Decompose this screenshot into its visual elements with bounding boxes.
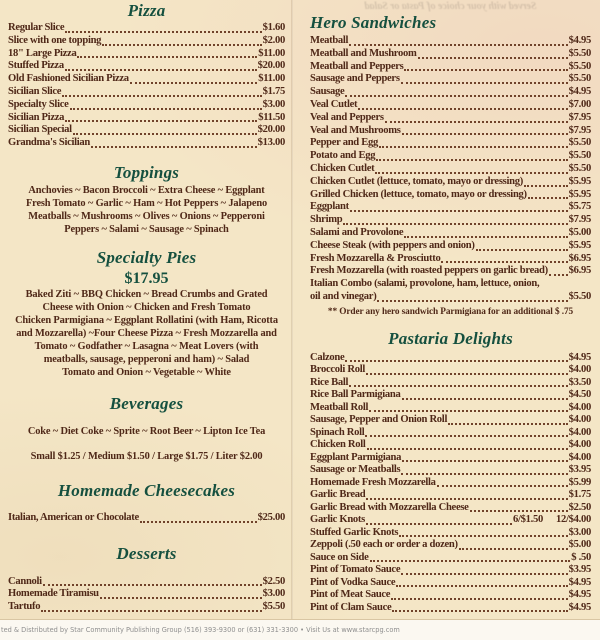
item-name: Pint of Tomato Sauce <box>310 564 401 576</box>
item-name: Meatball <box>310 35 349 46</box>
dotted-leader <box>65 120 257 122</box>
dotted-leader <box>549 274 568 276</box>
dotted-leader <box>43 584 262 586</box>
section-text-line: Small $1.25 / Medium $1.50 / Large $1.75 / Liter $2.00 <box>30 450 263 462</box>
dotted-leader <box>476 249 568 251</box>
menu-item-row <box>8 588 285 601</box>
item-name: Garlic Knots <box>310 514 365 526</box>
item-name: Chicken Cutlet (lettuce, tomato, mayo or dressing) <box>310 175 523 187</box>
item-name: Slice with one topping <box>8 34 102 46</box>
item-name: Rice Ball <box>310 376 349 388</box>
item-name: Regular Slice <box>8 22 65 33</box>
dotted-leader <box>70 108 262 110</box>
menu-item-row <box>310 137 591 150</box>
item-price: $5.50 <box>568 47 591 59</box>
item-name: Sausage or Meatballs <box>310 464 401 476</box>
dotted-leader <box>345 360 567 362</box>
item-name: Meatball Roll <box>310 401 369 413</box>
item-price: $4.00 <box>568 451 591 463</box>
menu-item-row <box>310 189 591 202</box>
item-name: Meatball and Peppers <box>310 60 404 72</box>
item-name: Sicilian Slice <box>8 85 62 97</box>
section-price: $17.95 <box>124 270 169 288</box>
item-price: $4.95 <box>568 35 591 46</box>
menu-item-row <box>8 60 285 73</box>
dotted-leader <box>367 448 568 450</box>
menu-item-row <box>310 552 591 565</box>
item-price: $4.00 <box>568 401 591 413</box>
menu-item-row <box>310 176 591 189</box>
item-price: $5.95 <box>568 239 591 251</box>
item-name: 18" Large Pizza <box>8 47 77 59</box>
item-price: $3.00 <box>568 526 591 538</box>
item-price: $5.50 <box>568 137 591 149</box>
section-pizza <box>8 2 285 150</box>
section-text-line: Peppers ~ Salami ~ Sausage ~ Spinach <box>64 224 229 236</box>
dotted-leader <box>402 133 568 135</box>
item-name: Homemade Tiramisu <box>8 588 99 600</box>
dotted-leader <box>358 108 567 110</box>
section-note: ** Order any hero sandwich Parmigiana for an additional $ .75 <box>327 306 574 317</box>
item-name: Garlic Bread <box>310 489 366 501</box>
menu-item-row <box>8 86 285 99</box>
dotted-leader <box>100 597 262 599</box>
menu-item-row <box>310 602 591 615</box>
item-name: Veal and Mushrooms <box>310 124 401 136</box>
menu-item-row <box>310 452 591 465</box>
dotted-leader <box>65 69 257 71</box>
item-price: $5.50 <box>568 290 591 302</box>
dotted-leader <box>140 521 257 523</box>
menu-item-row <box>310 265 591 278</box>
item-price: $5.95 <box>568 175 591 187</box>
dotted-leader <box>77 56 257 58</box>
item-price: $3.95 <box>568 464 591 476</box>
item-name: Eggplant <box>310 201 349 213</box>
section-desserts <box>8 545 285 614</box>
dotted-leader <box>376 159 567 161</box>
item-price: $4.95 <box>568 86 591 98</box>
menu-item-row <box>310 48 591 61</box>
left-column <box>8 2 285 614</box>
section-text-line: Coke ~ Diet Coke ~ Sprite ~ Root Beer ~ Lipton Ice Tea <box>27 425 266 437</box>
section-text-line: Meatballs ~ Mushrooms ~ Olives ~ Onions ~ Pepperoni <box>28 211 265 223</box>
dotted-leader <box>366 373 568 375</box>
item-price: $4.95 <box>568 601 591 613</box>
section-title-hero: Hero Sandwiches <box>310 13 437 32</box>
menu-item-row <box>310 278 591 291</box>
item-price: $6.95 <box>568 265 591 277</box>
dotted-leader <box>396 585 567 587</box>
item-name: Chicken Cutlet <box>310 162 375 174</box>
dotted-leader <box>73 133 257 135</box>
section-toppings <box>8 164 285 236</box>
dotted-leader <box>369 410 567 412</box>
section-specialty-pies <box>8 249 285 379</box>
item-price: $2.50 <box>262 575 285 587</box>
menu-item-row <box>310 514 591 527</box>
section-text-line: Chicken Parmigiana ~ Eggplant Rollatini (with Ham, Ricotta <box>15 315 278 327</box>
item-name: Broccoli Roll <box>310 364 366 376</box>
dotted-leader <box>401 82 568 84</box>
item-price: $4.95 <box>568 351 591 363</box>
menu-item-row <box>310 99 591 112</box>
item-rows <box>310 35 591 304</box>
menu-item-row <box>8 48 285 61</box>
item-price: $3.00 <box>262 588 285 600</box>
menu-item-row <box>310 414 591 427</box>
item-price: $5.00 <box>568 226 591 238</box>
section-text-line: Cheese with Onion ~ Chicken and Fresh Tomato <box>42 302 251 314</box>
menu-item-row <box>310 240 591 253</box>
item-price: $13.00 <box>257 137 285 149</box>
item-price: $25.00 <box>257 511 285 523</box>
dotted-leader <box>345 95 567 97</box>
item-price: $3.95 <box>568 564 591 576</box>
item-price: $5.99 <box>568 476 591 488</box>
item-name: Potato and Egg <box>310 150 376 162</box>
item-name: Sausage, Pepper and Onion Roll <box>310 414 448 426</box>
item-price: $7.95 <box>568 124 591 136</box>
section-title-pastaria: Pastaria Delights <box>388 328 513 348</box>
menu-item-row <box>310 125 591 138</box>
dotted-leader <box>418 57 568 59</box>
item-name: Cheese Steak (with peppers and onion) <box>310 239 475 251</box>
dotted-leader <box>524 185 568 187</box>
menu-item-row <box>310 352 591 365</box>
section-text-line: Tomato ~ Godfather ~ Lasagna ~ Meat Lovers (with <box>34 340 259 352</box>
item-name: Veal Cutlet <box>310 98 358 110</box>
item-price: $5.50 <box>568 162 591 174</box>
item-name: Fresh Mozzarella & Prosciutto <box>310 252 441 264</box>
item-price: $4.00 <box>568 426 591 438</box>
footer <box>0 620 600 640</box>
dotted-leader <box>102 44 261 46</box>
menu-item-row <box>8 22 285 35</box>
item-price: $1.75 <box>262 85 285 97</box>
item-price: $20.00 <box>257 60 285 72</box>
item-price: $7.95 <box>568 111 591 123</box>
item-rows <box>8 576 285 614</box>
dotted-leader <box>377 300 567 302</box>
section-title-pizza: Pizza <box>127 1 166 20</box>
dotted-leader <box>343 223 567 225</box>
menu-item-row <box>310 377 591 390</box>
item-name: oil and vinegar) <box>310 290 377 302</box>
item-price: $11.00 <box>258 73 285 85</box>
dotted-leader <box>65 31 261 33</box>
item-rows <box>8 22 285 150</box>
item-price: $4.95 <box>568 589 591 601</box>
item-name: Grilled Chicken (lettuce, tomato, mayo or dressing) <box>310 188 527 200</box>
menu-item-row <box>310 35 591 48</box>
menu-item-row <box>8 112 285 125</box>
item-name: Cannoli <box>8 575 42 587</box>
item-price: $4.00 <box>568 364 591 376</box>
dotted-leader <box>528 197 568 199</box>
dotted-leader <box>404 69 567 71</box>
menu-item-row <box>8 99 285 112</box>
item-name: Garlic Bread with Mozzarella Cheese <box>310 501 469 513</box>
item-name: Tartufo <box>8 601 41 613</box>
section-title-toppings: Toppings <box>113 162 180 182</box>
menu-item-row <box>310 61 591 74</box>
section-title-specialty-pies: Specialty Pies <box>96 248 197 268</box>
item-name: Pint of Meat Sauce <box>310 589 391 601</box>
item-name: Sauce on Side <box>310 551 369 563</box>
menu-item-row <box>310 502 591 515</box>
section-title-beverages: Beverages <box>109 393 184 413</box>
dotted-leader <box>350 210 568 212</box>
dotted-leader <box>404 236 567 238</box>
menu-item-row <box>310 564 591 577</box>
menu-item-row <box>8 576 285 589</box>
item-name: Pint of Vodka Sauce <box>310 576 396 588</box>
section-text-line: Tomato and Onion ~ Vegetable ~ White <box>62 366 231 378</box>
section-cheesecakes <box>8 482 285 525</box>
item-price: $6.95 <box>568 252 591 264</box>
menu-item-row <box>310 163 591 176</box>
item-price: $4.00 <box>568 439 591 451</box>
menu-item-row <box>310 489 591 502</box>
menu-item-row <box>310 427 591 440</box>
menu-item-row <box>310 227 591 240</box>
menu-item-row <box>8 601 285 614</box>
item-price: $7.00 <box>568 98 591 110</box>
item-price: $ .50 <box>571 551 591 563</box>
fold-line <box>291 0 293 620</box>
item-name: Salami and Provolone <box>310 226 404 238</box>
dotted-leader <box>375 172 567 174</box>
footer-text: ted & Distributed by Star Community Publishing Group (516) 393-9300 or (631) 331-3300 • Visit Us at www.starcpg.com <box>1 626 400 634</box>
bleed-through-text: Served with your choice of Pasta or Salad <box>364 1 537 12</box>
menu-item-row <box>310 589 591 602</box>
dotted-leader <box>459 548 568 550</box>
menu-item-row <box>8 35 285 48</box>
menu-item-row <box>8 73 285 86</box>
dotted-leader <box>130 82 257 84</box>
dotted-leader <box>366 523 512 525</box>
item-name: Veal and Peppers <box>310 111 384 123</box>
menu-item-row <box>310 253 591 266</box>
item-name: Pint of Clam Sauce <box>310 601 392 613</box>
section-text-line: and Mozzarella) ~Four Cheese Pizza ~ Fresh Mozzarella and <box>16 328 277 340</box>
item-name: Calzone <box>310 351 345 363</box>
dotted-leader <box>401 573 567 575</box>
section-title-cheesecakes: Homemade Cheesecakes <box>57 480 236 500</box>
menu-item-row <box>310 577 591 590</box>
item-price: $2.00 <box>262 34 285 46</box>
item-name: Meatball and Mushroom <box>310 47 417 59</box>
item-price: $3.00 <box>262 98 285 110</box>
dotted-leader <box>370 560 571 562</box>
item-name: Specialty Slice <box>8 98 69 110</box>
item-name: Italian, American or Chocolate <box>8 511 139 523</box>
item-price-secondary: 12/$4.00 <box>556 514 591 526</box>
menu-item-row <box>310 201 591 214</box>
menu-item-row <box>8 124 285 137</box>
menu-item-row <box>310 539 591 552</box>
dotted-leader <box>41 610 261 612</box>
menu-item-row <box>310 464 591 477</box>
item-price: 6/$1.50 <box>513 514 544 526</box>
item-name: Zeppoli (.50 each or order a dozen) <box>310 539 458 551</box>
item-price: $11.50 <box>258 111 285 123</box>
item-name: Stuffed Pizza <box>8 60 64 72</box>
item-name: Pepper and Egg <box>310 137 379 149</box>
item-price: $11.00 <box>258 47 285 59</box>
section-beverages <box>8 395 285 463</box>
item-price: $5.50 <box>568 150 591 162</box>
item-name: Sicilian Special <box>8 124 72 136</box>
item-name: Italian Combo (salami, provolone, ham, lettuce, onion, <box>310 278 540 290</box>
dotted-leader <box>470 510 568 512</box>
dotted-leader <box>401 473 567 475</box>
menu-item-row <box>310 112 591 125</box>
dotted-leader <box>391 598 567 600</box>
dotted-leader <box>402 460 568 462</box>
item-price: $20.00 <box>257 124 285 136</box>
menu-item-row <box>310 439 591 452</box>
item-price: $5.50 <box>262 601 285 613</box>
item-price: $2.50 <box>568 501 591 513</box>
dotted-leader <box>385 121 568 123</box>
item-name: Sicilian Pizza <box>8 111 65 123</box>
dotted-leader <box>349 385 567 387</box>
menu-item-row <box>8 137 285 150</box>
item-price: $4.00 <box>568 414 591 426</box>
dotted-leader <box>437 485 568 487</box>
section-text-line: meatballs, sausage, pepperoni and ham) ~ Salad <box>43 353 250 365</box>
section-text-line: Fresh Tomato ~ Garlic ~ Ham ~ Hot Peppers ~ Jalapeno <box>25 198 268 210</box>
section-title-desserts: Desserts <box>116 543 177 563</box>
dotted-leader <box>349 44 567 46</box>
item-name: Rice Ball Parmigiana <box>310 389 401 401</box>
item-name: Homemade Fresh Mozzarella <box>310 476 436 488</box>
item-name: Stuffed Garlic Knots <box>310 526 399 538</box>
item-name: Chicken Roll <box>310 439 366 451</box>
item-name: Shrimp <box>310 214 343 226</box>
item-price: $4.95 <box>568 576 591 588</box>
dotted-leader <box>91 146 257 148</box>
menu-item-row <box>310 150 591 163</box>
menu-item-row <box>310 477 591 490</box>
dotted-leader <box>441 261 567 263</box>
menu-item-row <box>310 527 591 540</box>
menu-item-row <box>310 389 591 402</box>
item-price: $3.50 <box>568 376 591 388</box>
dotted-leader <box>402 398 568 400</box>
dotted-leader <box>365 435 567 437</box>
menu-item-row <box>310 402 591 415</box>
item-price: $4.50 <box>568 389 591 401</box>
dotted-leader <box>448 423 568 425</box>
dotted-leader <box>62 95 261 97</box>
menu-item-row <box>310 214 591 227</box>
item-rows <box>8 512 285 525</box>
item-price: $7.95 <box>568 214 591 226</box>
right-column <box>310 14 591 614</box>
section-text-line: Baked Ziti ~ BBQ Chicken ~ Bread Crumbs and Grated <box>25 289 268 301</box>
item-name: Spinach Roll <box>310 426 365 438</box>
section-hero <box>310 14 591 318</box>
item-name: Sausage <box>310 86 345 98</box>
dotted-leader <box>392 610 567 612</box>
item-name: Fresh Mozzarella (with roasted peppers on garlic bread) <box>310 265 548 277</box>
item-name: Grandma's Sicilian <box>8 137 91 149</box>
item-price: $5.00 <box>568 539 591 551</box>
item-price: $5.50 <box>568 60 591 72</box>
section-text-line: Anchovies ~ Bacon Broccoli ~ Extra Cheese ~ Eggplant <box>28 184 265 196</box>
item-price: $1.60 <box>262 22 285 33</box>
dotted-leader <box>366 498 567 500</box>
menu-item-row <box>310 86 591 99</box>
menu-item-row <box>8 512 285 525</box>
item-price: $5.50 <box>568 73 591 85</box>
dotted-leader <box>399 535 567 537</box>
item-price: $1.75 <box>568 489 591 501</box>
section-pastaria <box>310 330 591 615</box>
item-price: $5.95 <box>568 188 591 200</box>
item-rows <box>310 352 591 615</box>
menu-item-row <box>310 73 591 86</box>
menu-item-row <box>310 364 591 377</box>
item-name: Eggplant Parmigiana <box>310 451 402 463</box>
dotted-leader <box>379 146 568 148</box>
menu-item-row-continued <box>310 291 591 304</box>
item-name: Old Fashioned Sicilian Pizza <box>8 73 129 85</box>
item-name: Sausage and Peppers <box>310 73 400 85</box>
item-price: $5.75 <box>568 201 591 213</box>
